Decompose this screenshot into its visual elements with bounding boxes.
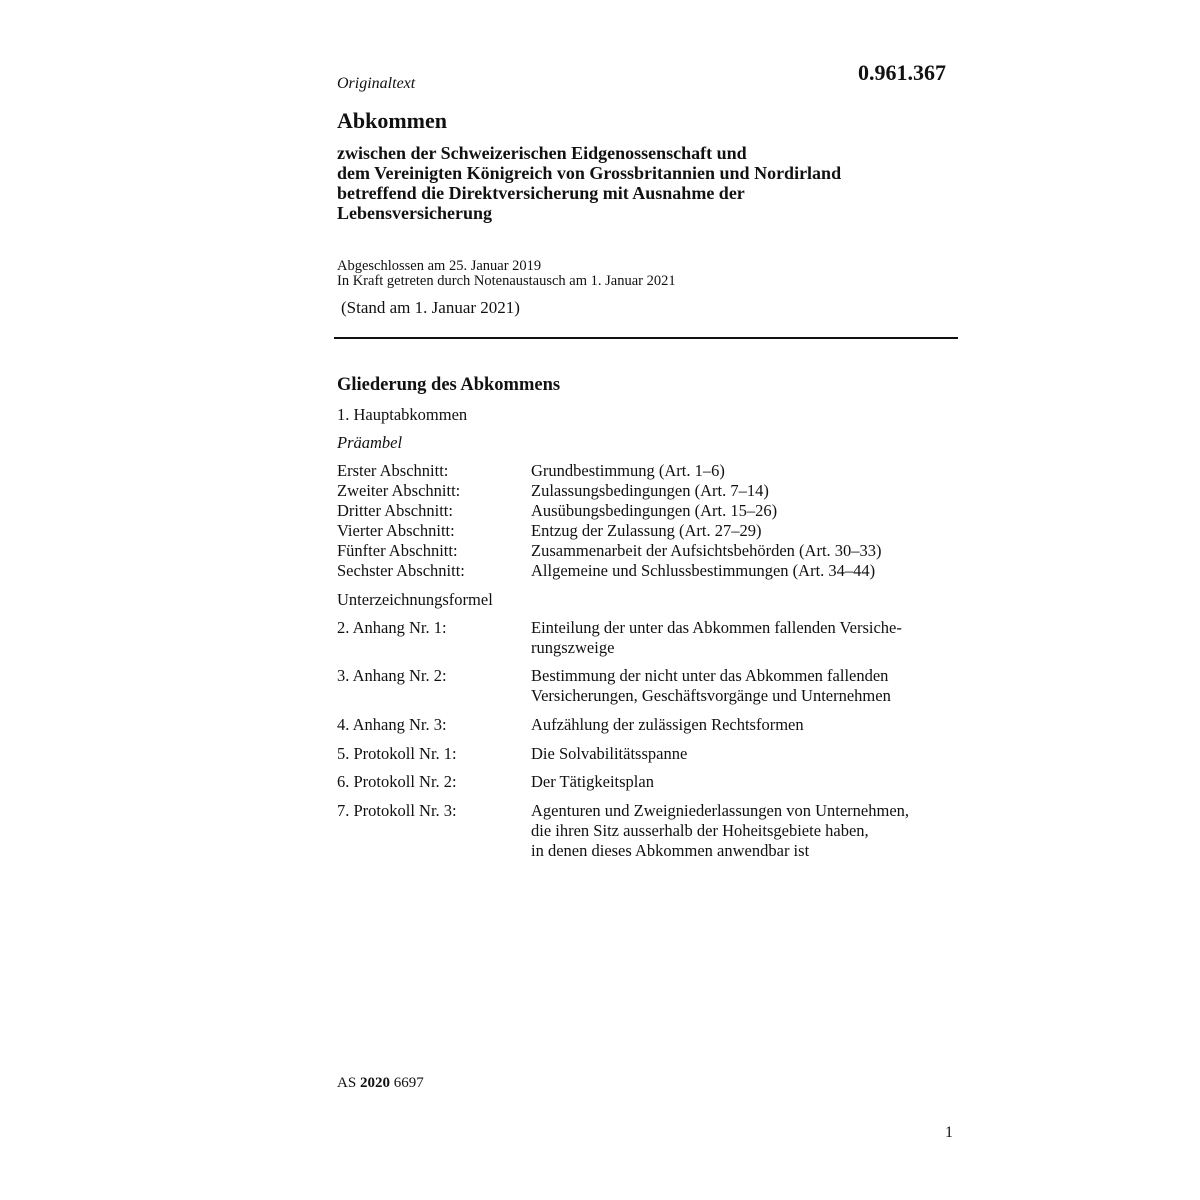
header-divider (334, 337, 958, 339)
toc-preamble: Präambel (337, 433, 403, 452)
toc-annex-desc: Aufzählung der zulässigen Rechtsformen (531, 715, 804, 734)
toc-section-label: Vierter Abschnitt: (337, 521, 455, 540)
toc-annex-desc: Der Tätigkeitsplan (531, 772, 654, 791)
official-collection-ref: AS 2020 6697 (337, 1075, 424, 1091)
toc-annex-label: 6. Protokoll Nr. 2: (337, 772, 457, 791)
toc-annex-desc: Agenturen und Zweigniederlassungen von Unternehmen, die ihren Sitz ausserhalb der Hoheitsgebiete haben, in denen dieses Abkommen anwendbar ist (531, 801, 910, 860)
toc-section-desc: Allgemeine und Schlussbestimmungen (Art. 34–44) (531, 561, 876, 580)
toc-heading: Gliederung des Abkommens (337, 375, 561, 395)
document-title: Abkommen (337, 108, 448, 133)
toc-section-desc: Zulassungsbedingungen (Art. 7–14) (531, 481, 769, 500)
toc-section-label: Fünfter Abschnitt: (337, 541, 458, 560)
in-force-date: In Kraft getreten durch Notenaustausch am 1. Januar 2021 (337, 273, 676, 289)
subtitle-line: betreffend die Direktversicherung mit Ausnahme der (337, 183, 745, 203)
concluded-date: Abgeschlossen am 25. Januar 2019 (337, 258, 542, 274)
toc-annex-label: 2. Anhang Nr. 1: (337, 618, 447, 637)
toc-section-desc: Entzug der Zulassung (Art. 27–29) (531, 521, 762, 540)
toc-main-agreement: 1. Hauptabkommen (337, 405, 468, 424)
document-meta (337, 259, 676, 289)
page-number: 1 (945, 1124, 953, 1141)
subtitle-line: Lebensversicherung (337, 203, 492, 223)
toc-annex-label: 7. Protokoll Nr. 3: (337, 801, 457, 820)
document-number: 0.961.367 (858, 60, 946, 85)
toc-annex-desc: Bestimmung der nicht unter das Abkommen fallenden Versicherungen, Geschäftsvorgänge und Unternehmen (531, 666, 891, 705)
toc-section-desc: Grundbestimmung (Art. 1–6) (531, 461, 725, 480)
toc-section-label: Erster Abschnitt: (337, 461, 449, 480)
status-date: (Stand am 1. Januar 2021) (341, 298, 520, 317)
toc-annex-label: 4. Anhang Nr. 3: (337, 715, 447, 734)
toc-section-label: Dritter Abschnitt: (337, 501, 453, 520)
toc-section-desc: Zusammenarbeit der Aufsichtsbehörden (Art. 30–33) (531, 541, 882, 560)
document-subtitle (337, 143, 957, 223)
subtitle-line: dem Vereinigten Königreich von Grossbritannien und Nordirland (337, 163, 842, 183)
toc-annex-label: 3. Anhang Nr. 2: (337, 666, 447, 685)
toc-signature: Unterzeichnungsformel (337, 590, 493, 609)
toc-section-label: Sechster Abschnitt: (337, 561, 465, 580)
toc-annex-label: 5. Protokoll Nr. 1: (337, 744, 457, 763)
toc-section-desc: Ausübungsbedingungen (Art. 15–26) (531, 501, 778, 520)
toc-annex-desc: Die Solvabilitätsspanne (531, 744, 688, 763)
originaltext-label: Originaltext (337, 75, 416, 92)
toc-section-label: Zweiter Abschnitt: (337, 481, 461, 500)
subtitle-line: zwischen der Schweizerischen Eidgenossenschaft und (337, 143, 747, 163)
toc-annex-desc: Einteilung der unter das Abkommen fallenden Versiche- rungszweige (531, 618, 902, 657)
